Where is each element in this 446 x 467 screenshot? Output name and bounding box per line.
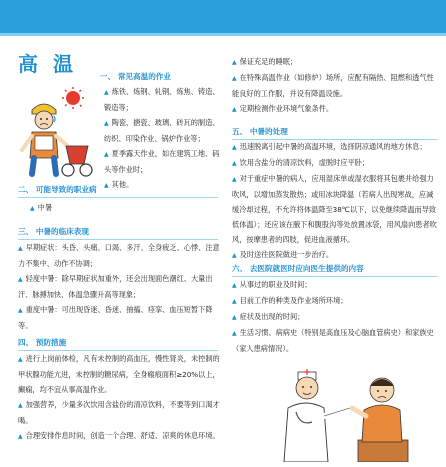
page-title: 高 温	[18, 52, 77, 76]
triangle-bullet-icon: ▲	[232, 144, 237, 151]
triangle-bullet-icon: ▲	[232, 314, 237, 321]
list-item: ▲ 轻度中暑：除早期症状加重外，还会出现面色潮红、大量出汗、脉搏加快、体温急骤升高等现象；	[18, 274, 213, 299]
section-3-heading: 三、 中暑的临床表现	[18, 226, 89, 238]
triangle-bullet-icon: ▲	[18, 433, 23, 440]
triangle-bullet-icon: ▲	[18, 356, 23, 363]
triangle-bullet-icon: ▲	[18, 245, 23, 252]
triangle-bullet-icon: ▲	[104, 151, 109, 158]
list-item: ▲ 定期检测作业环境气象条件。	[232, 104, 334, 113]
triangle-bullet-icon: ▲	[232, 75, 237, 82]
section-4-list-right	[232, 54, 438, 117]
triangle-bullet-icon: ▲	[30, 205, 35, 212]
triangle-bullet-icon: ▲	[18, 276, 23, 283]
header-bar	[0, 0, 446, 33]
triangle-bullet-icon: ▲	[18, 402, 23, 409]
triangle-bullet-icon: ▲	[232, 176, 237, 183]
list-item: ▲ 陶瓷、搪瓷、玻璃、砖瓦的制造、纺织、印染作业、锅炉作业等；	[104, 118, 220, 143]
list-item: ▲ 重度中暑：可出现昏迷、昏迷、抽搐、痉挛、血压短暂下降等。	[18, 305, 213, 330]
triangle-bullet-icon: ▲	[104, 182, 109, 189]
triangle-bullet-icon: ▲	[232, 59, 237, 66]
list-item: ▲ 及时送往医院做进一步治疗。	[232, 250, 334, 259]
section-1-heading: 一、 常见高温的作业	[100, 72, 171, 81]
section-5-heading: 五、 中暑的处理	[232, 126, 288, 138]
list-item: ▲ 症状及出现的时间；	[232, 312, 305, 321]
list-item: ▲ 迅速脱离引起中暑的高温环境，选择阴凉通风的地方休息；	[232, 142, 427, 151]
list-item: ▲ 饮用含盐分的清凉饮料，虚脱时应平卧；	[232, 158, 370, 167]
triangle-bullet-icon: ▲	[232, 298, 237, 305]
list-item: ▲ 夏季露天作业，如在建筑工地、码头等作业时；	[104, 149, 220, 174]
triangle-bullet-icon: ▲	[232, 160, 237, 167]
list-item: ▲ 加强营养，少量多次饮用含盐份的清凉饮料，不要等到口渴才喝。	[18, 400, 220, 425]
section-6-heading: 六、 去医院就医时应向医生提供的内容	[232, 263, 364, 275]
list-item: ▲ 进行上岗前体检，凡有未控制的高血压，慢性肾炎，未控制的甲状腺功能亢进，未控制的糖尿病，全身瘢痕面积≥20%以上，癫痫，均不宜从事高温作业。	[18, 354, 220, 394]
list-item: ▲ 从事过的职业及时间；	[232, 280, 312, 289]
list-item: ▲ 其他。	[104, 180, 134, 189]
hot-worker-illustration	[10, 86, 98, 182]
list-item: ▲ 在特殊高温作业（如修炉）场所，应配有隔热、阻燃和透气性能良好的工作服，并设有降温设施。	[232, 73, 434, 98]
list-item: ▲ 合理安排作息时间，创造一个合理、舒适、凉爽的休息环境。	[18, 431, 220, 440]
triangle-bullet-icon: ▲	[18, 307, 23, 314]
section-4-heading: 四、 预防措施	[18, 337, 66, 349]
triangle-bullet-icon: ▲	[104, 89, 109, 96]
section-6-list	[232, 277, 438, 356]
doctor-patient-illustration	[266, 350, 436, 462]
list-item: ▲ 中暑	[30, 203, 53, 212]
triangle-bullet-icon: ▲	[232, 252, 237, 259]
triangle-bullet-icon: ▲	[104, 120, 109, 127]
triangle-bullet-icon: ▲	[232, 330, 237, 337]
section-2-list	[30, 200, 220, 216]
list-item: ▲ 对于重症中暑的病人，应用湿床单或湿衣服将其包裹并给强力吹风，以增加蒸发散热；或用冰块降温（若病人出现寒战，应减缓冷却过程，不允许将体温降至38℃以下，以免继续降温而导致低体温）；还应该在腋下和腹股沟等处放置冰袋，用风扇向患者吹风，按摩患者的四肢，促进血液循环。	[232, 174, 437, 244]
list-item: ▲ 早期症状：头昏、头痛、口渴、多汗、全身疲乏、心悸、注意力不集中、动作不协调；	[18, 243, 220, 268]
list-item: ▲ 保证充足的睡眠；	[232, 57, 298, 66]
list-item: ▲ 炼铁、炼钢、轧钢、炼焦、铸造、锻造等；	[104, 87, 220, 112]
section-5-list	[232, 139, 438, 263]
section-3-list	[18, 240, 220, 333]
list-item: ▲ 生活习惯、病病史（特别是高血压及心脑血管病史）和家族史（家人患病情况）。	[232, 328, 434, 353]
triangle-bullet-icon: ▲	[232, 282, 237, 289]
list-item: ▲ 目前工作的种类及作业场所环境；	[232, 296, 348, 305]
section-1-list	[104, 84, 220, 193]
section-2-heading: 二、 可能导致的职业病	[18, 184, 97, 196]
section-4-list-left	[18, 351, 220, 444]
header-stripe	[0, 33, 446, 36]
triangle-bullet-icon: ▲	[232, 106, 237, 113]
